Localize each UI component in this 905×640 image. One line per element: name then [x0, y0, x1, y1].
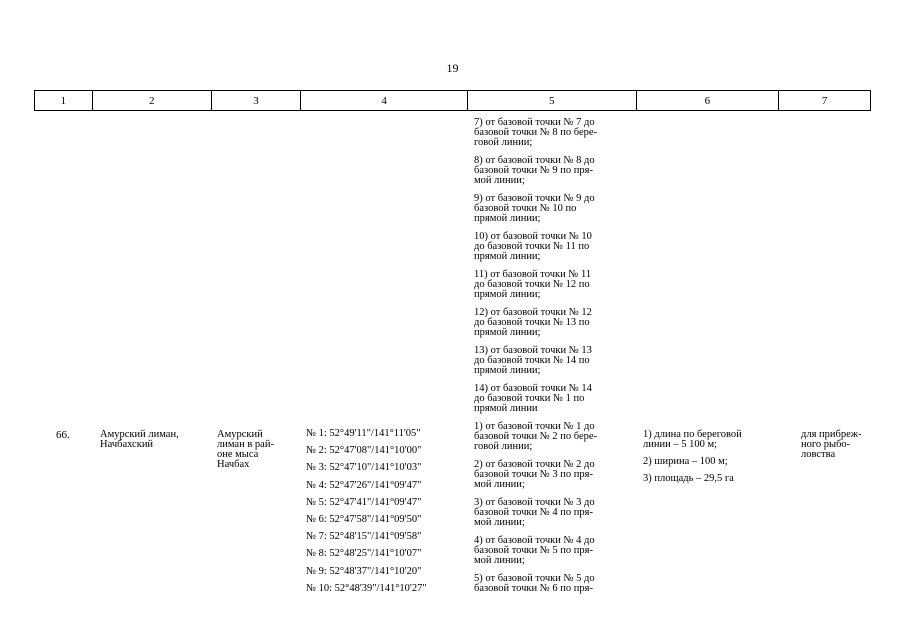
- boundary-item: 10) от базовой точки № 10 до базовой точки № 11 по прямой линии;: [474, 231, 592, 262]
- header-col-4: 4: [301, 91, 468, 110]
- boundary-item: 4) от базовой точки № 4 до базовой точки № 5 по пря- мой линии;: [474, 535, 595, 566]
- boundary-list-continued: [474, 118, 634, 602]
- coordinate-point: № 9: 52°48'37"/141°10'20": [306, 565, 422, 577]
- boundary-item: 12) от базовой точки № 12 до базовой точки № 13 по прямой линии;: [474, 307, 592, 338]
- coordinate-point: № 2: 52°47'08"/141°10'00": [306, 445, 422, 457]
- table-header: [34, 90, 871, 111]
- boundary-item: 14) от базовой точки № 14 до базовой точки № 1 по прямой линии: [474, 383, 592, 414]
- purpose: для прибреж- ного рыбо- ловства: [801, 429, 862, 460]
- coordinate-point: № 6: 52°47'58"/141°09'50": [306, 513, 422, 525]
- boundary-item: 2) от базовой точки № 2 до базовой точки № 3 по пря- мой линии;: [474, 459, 595, 490]
- header-col-6: 6: [637, 91, 780, 110]
- header-col-2: 2: [93, 91, 212, 110]
- boundary-item: 7) от базовой точки № 7 до базовой точки № 8 по бере- говой линии;: [474, 117, 598, 148]
- dimension-item: 3) площадь – 29,5 га: [643, 473, 734, 484]
- boundary-item: 11) от базовой точки № 11 до базовой точки № 12 по прямой линии;: [474, 269, 592, 300]
- coordinates-list: [306, 429, 471, 601]
- coordinate-point: № 3: 52°47'10"/141°10'03": [306, 462, 422, 474]
- coordinate-point: № 7: 52°48'15"/141°09'58": [306, 531, 422, 543]
- dimension-item: 1) длина по береговой линии – 5 100 м;: [643, 429, 742, 450]
- coordinate-point: № 10: 52°48'39"/141°10'27": [306, 582, 427, 594]
- page-number: 19: [446, 61, 459, 75]
- boundary-item: 9) от базовой точки № 9 до базовой точки № 10 по прямой линии;: [474, 193, 595, 224]
- coordinate-point: № 1: 52°49'11"/141°11'05": [306, 428, 421, 439]
- water-body-name: Амурский лиман, Начбахский: [100, 429, 179, 450]
- dimension-item: 2) ширина – 100 м;: [643, 456, 728, 467]
- boundary-item: 8) от базовой точки № 8 до базовой точки № 9 по пря- мой линии;: [474, 155, 595, 186]
- coordinate-point: № 5: 52°47'41"/141°09'47": [306, 496, 422, 508]
- row-number: 66.: [56, 429, 70, 441]
- boundary-item: 13) от базовой точки № 13 до базовой точки № 14 по прямой линии;: [474, 345, 592, 376]
- boundary-item: 5) от базовой точки № 5 до базовой точки № 6 по пря-: [474, 573, 595, 594]
- boundary-item: 3) от базовой точки № 3 до базовой точки № 4 по пря- мой линии;: [474, 497, 595, 528]
- coordinate-point: № 8: 52°48'25"/141°10'07": [306, 548, 422, 560]
- area-name: Амурский лиман в рай- оне мыса Начбах: [217, 429, 274, 470]
- dimensions-list: [643, 430, 783, 491]
- header-col-1: 1: [35, 91, 93, 110]
- header-col-5: 5: [468, 91, 637, 110]
- header-col-7: 7: [821, 94, 828, 107]
- header-col-3: 3: [212, 91, 302, 110]
- boundary-item: 1) от базовой точки № 1 до базовой точки № 2 по бере- говой линии;: [474, 421, 598, 452]
- coordinate-point: № 4: 52°47'26"/141°09'47": [306, 479, 422, 491]
